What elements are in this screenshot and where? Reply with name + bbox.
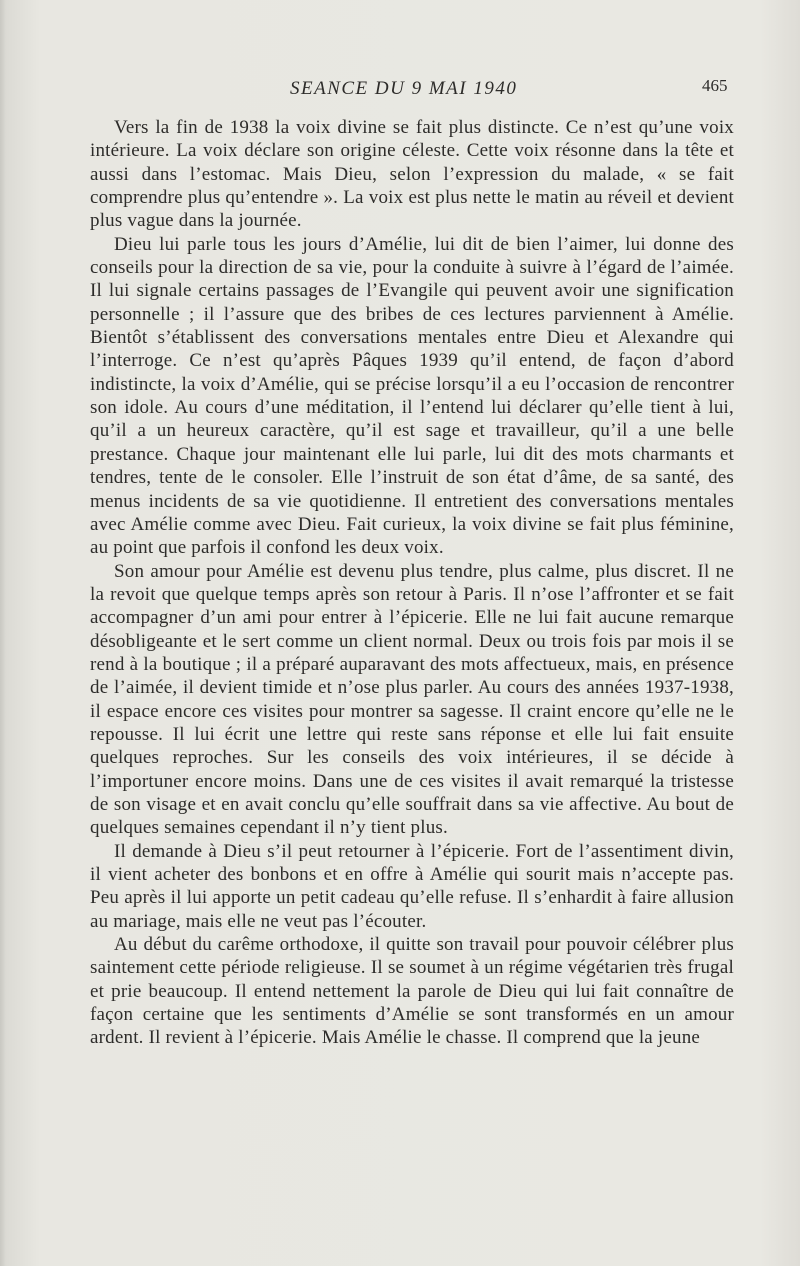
page-header [0,76,800,100]
page-binding-shadow [0,0,6,1266]
paragraph: Son amour pour Amélie est devenu plus tendre, plus calme, plus discret. Il ne la revoit que quelque temps après son retour à Paris. Il n’ose l’affronter et se fait accompagner d’un ami pour entrer à l’épicerie. Elle ne lui fait aucune remarque désobligeante et le sert comme un client normal. Deux ou trois fois par mois il se rend à la boutique ; il a préparé auparavant des mots affectueux, mais, en présence de l’aimée, il devient timide et n’ose plus parler. Au cours des années 1937-1938, il espace encore ces visites pour montrer sa sagesse. Il craint encore qu’elle ne le repousse. Il lui écrit une lettre qui reste sans réponse et elle lui fait ensuite quelques reproches. Sur les conseils des voix intérieures, il se décide à l’importuner encore moins. Dans une de ces visites il avait remarqué la tristesse de son visage et en avait conclu qu’elle souffrait dans sa vie affective. Au bout de quelques semaines cependant il n’y tient plus. [90,560,734,839]
paragraph: Au début du carême orthodoxe, il quitte son travail pour pouvoir célébrer plus saintement cette période religieuse. Il se soumet à un régime végétarien très frugal et prie beaucoup. Il entend nettement la parole de Dieu qui lui fait connaître de façon certaine que les sentiments d’Amélie se sont transformés en un amour ardent. Il revient à l’épicerie. Mais Amélie le chasse. Il comprend que la jeune [90,934,734,1049]
page-number: 465 [702,76,728,95]
body-text [90,116,734,1050]
paragraph: Dieu lui parle tous les jours d’Amélie, lui dit de bien l’aimer, lui donne des conseils pour la direction de sa vie, pour la conduite à suivre à l’égard de l’aimée. Il lui signale certains passages de l’Evangile qui peuvent avoir une signification personnelle ; il l’assure que des bribes de ces lectures parviennent à Amélie. Bientôt s’établissent des conversations mentales entre Dieu et Alexandre qui l’interroge. Ce n’est qu’après Pâques 1939 qu’il entend, de façon d’abord indistincte, la voix d’Amélie, qui se précise lorsqu’il a eu l’occasion de rencontrer son idole. Au cours d’une méditation, il l’entend lui déclarer qu’elle tient à lui, qu’il a un heureux caractère, qu’il est sage et travailleur, qu’il a une belle prestance. Chaque jour maintenant elle lui parle, lui dit des mots charmants et tendres, tente de le consoler. Elle l’instruit de son état d’âme, de sa santé, des menus incidents de sa vie quotidienne. Il entretient des conversations mentales avec Amélie comme avec Dieu. Fait curieux, la voix divine se fait plus féminine, au point que parfois il confond les deux voix. [90,233,734,559]
paragraph: Il demande à Dieu s’il peut retourner à l’épicerie. Fort de l’assentiment divin, il vient acheter des bonbons et en offre à Amélie qui sourit mais n’accepte pas. Peu après il lui apporte un petit cadeau qu’elle refuse. Il s’enhardit à faire allusion au mariage, mais elle ne veut pas l’écouter. [90,840,734,932]
running-title: SEANCE DU 9 MAI 1940 [290,78,518,99]
paragraph: Vers la fin de 1938 la voix divine se fait plus distincte. Ce n’est qu’une voix intérieure. La voix déclare son origine céleste. Cette voix résonne dans la tête et aussi dans l’estomac. Mais Dieu, selon l’expression du malade, « se fait comprendre plus qu’entendre ». La voix est plus nette le matin au réveil et devient plus vague dans la journée. [90,117,734,232]
